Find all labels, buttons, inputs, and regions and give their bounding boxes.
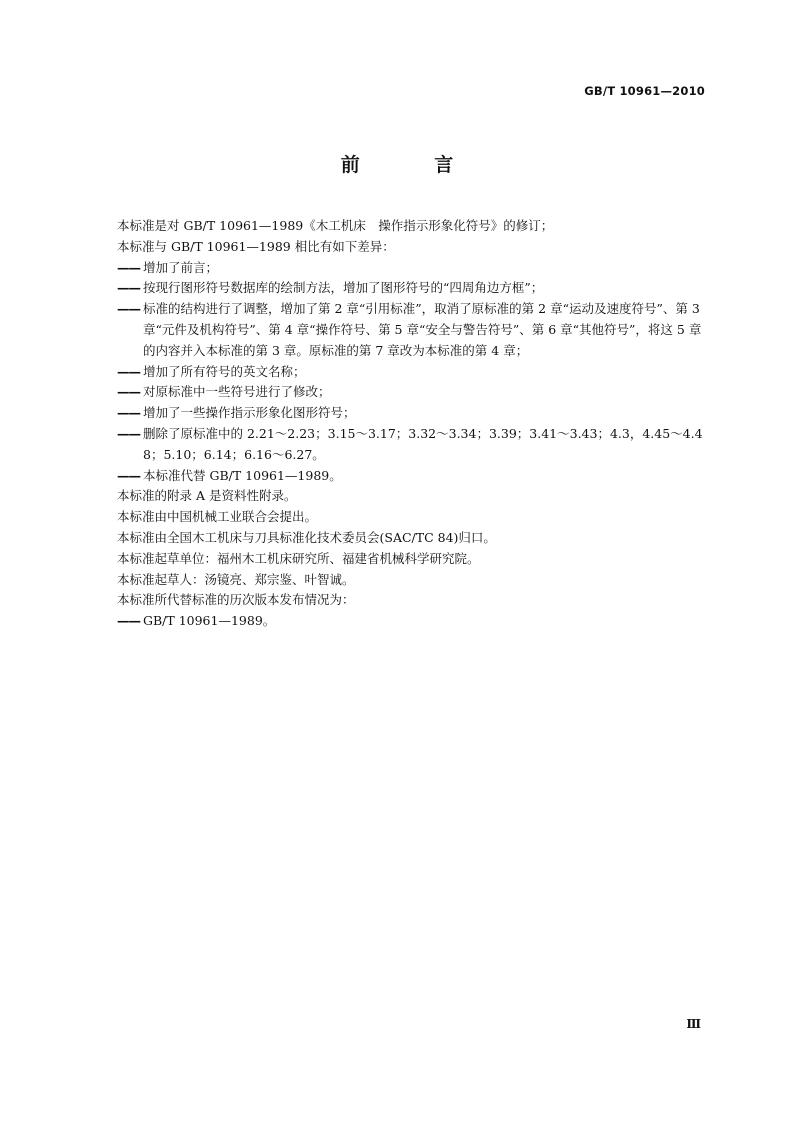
paragraph-revision-statement: 本标准是对 GB/T 10961—1989《木工机床 操作指示形象化符号》的修订；	[117, 218, 554, 233]
list-item-text: 按现行图形符号数据库的绘制方法，增加了图形符号的“四周角边方框”；	[143, 280, 544, 296]
list-item	[117, 299, 709, 361]
list-item	[117, 611, 709, 632]
dash-marker: ——	[117, 613, 140, 629]
list-item	[117, 362, 709, 383]
dash-marker: ——	[117, 363, 140, 379]
list-item-text: 对原标准中一些符号进行了修改；	[143, 384, 331, 400]
list-item	[117, 258, 709, 279]
paragraph-drafting-units: 本标准起草单位：福州木工机床研究所、福建省机械科学研究院。	[117, 550, 480, 566]
standard-code: GB/T 10961—2010	[584, 84, 705, 98]
list-item	[117, 382, 709, 403]
page-number: Ⅲ	[686, 1017, 701, 1031]
list-item	[117, 424, 709, 466]
paragraph-proposer: 本标准由中国机械工业联合会提出。	[117, 509, 318, 525]
list-item	[117, 403, 709, 424]
list-item-text: 增加了所有符号的英文名称；	[143, 363, 306, 379]
paragraph-committee: 本标准由全国木工机床与刀具标准化技术委员会(SAC/TC 84)归口。	[117, 529, 496, 545]
list-item-text: 标准的结构进行了调整，增加了第 2 章“引用标准”，取消了原标准的第 2 章“运动及速度符号”、第 3 章“元件及机构符号”、第 4 章“操作符号、第 5 章“安全与警告符号”、第 6 章“其他符号”，将这 5 章的内容并入本标准的第 3 章。原标准的第 7 章改为本标准的第 4 章；	[143, 301, 702, 358]
paragraph-differences-intro: 本标准与 GB/T 10961—1989 相比有如下差异：	[117, 238, 395, 254]
dash-marker: ——	[117, 425, 140, 441]
paragraph-annex: 本标准的附录 A 是资料性附录。	[117, 488, 297, 504]
list-item-text: 增加了一些操作指示形象化图形符号；	[143, 405, 356, 421]
document-body	[117, 216, 709, 632]
list-item	[117, 466, 709, 487]
list-item-text: GB/T 10961—1989。	[143, 613, 276, 629]
list-item	[117, 278, 709, 299]
paragraph-history-intro: 本标准所代替标准的历次版本发布情况为：	[117, 592, 355, 608]
list-item-text: 删除了原标准中的 2.21～2.23；3.15～3.17；3.32～3.34；3.39；3.41～3.43；4.3，4.45～4.48；5.10；6.14；6.16～6.27。	[143, 425, 703, 462]
dash-marker: ——	[117, 301, 140, 317]
list-item-text: 本标准代替 GB/T 10961—1989。	[143, 467, 342, 483]
history-list	[117, 611, 709, 632]
dash-marker: ——	[117, 280, 140, 296]
list-item-text: 增加了前言；	[143, 259, 219, 275]
dash-marker: ——	[117, 259, 140, 275]
dash-marker: ——	[117, 467, 140, 483]
dash-marker: ——	[117, 384, 140, 400]
page-title: 前 言	[340, 154, 488, 176]
dash-marker: ——	[117, 405, 140, 421]
paragraph-drafters: 本标准起草人：汤镜亮、郑宗鉴、叶智诚。	[117, 571, 355, 587]
differences-list	[117, 258, 709, 487]
